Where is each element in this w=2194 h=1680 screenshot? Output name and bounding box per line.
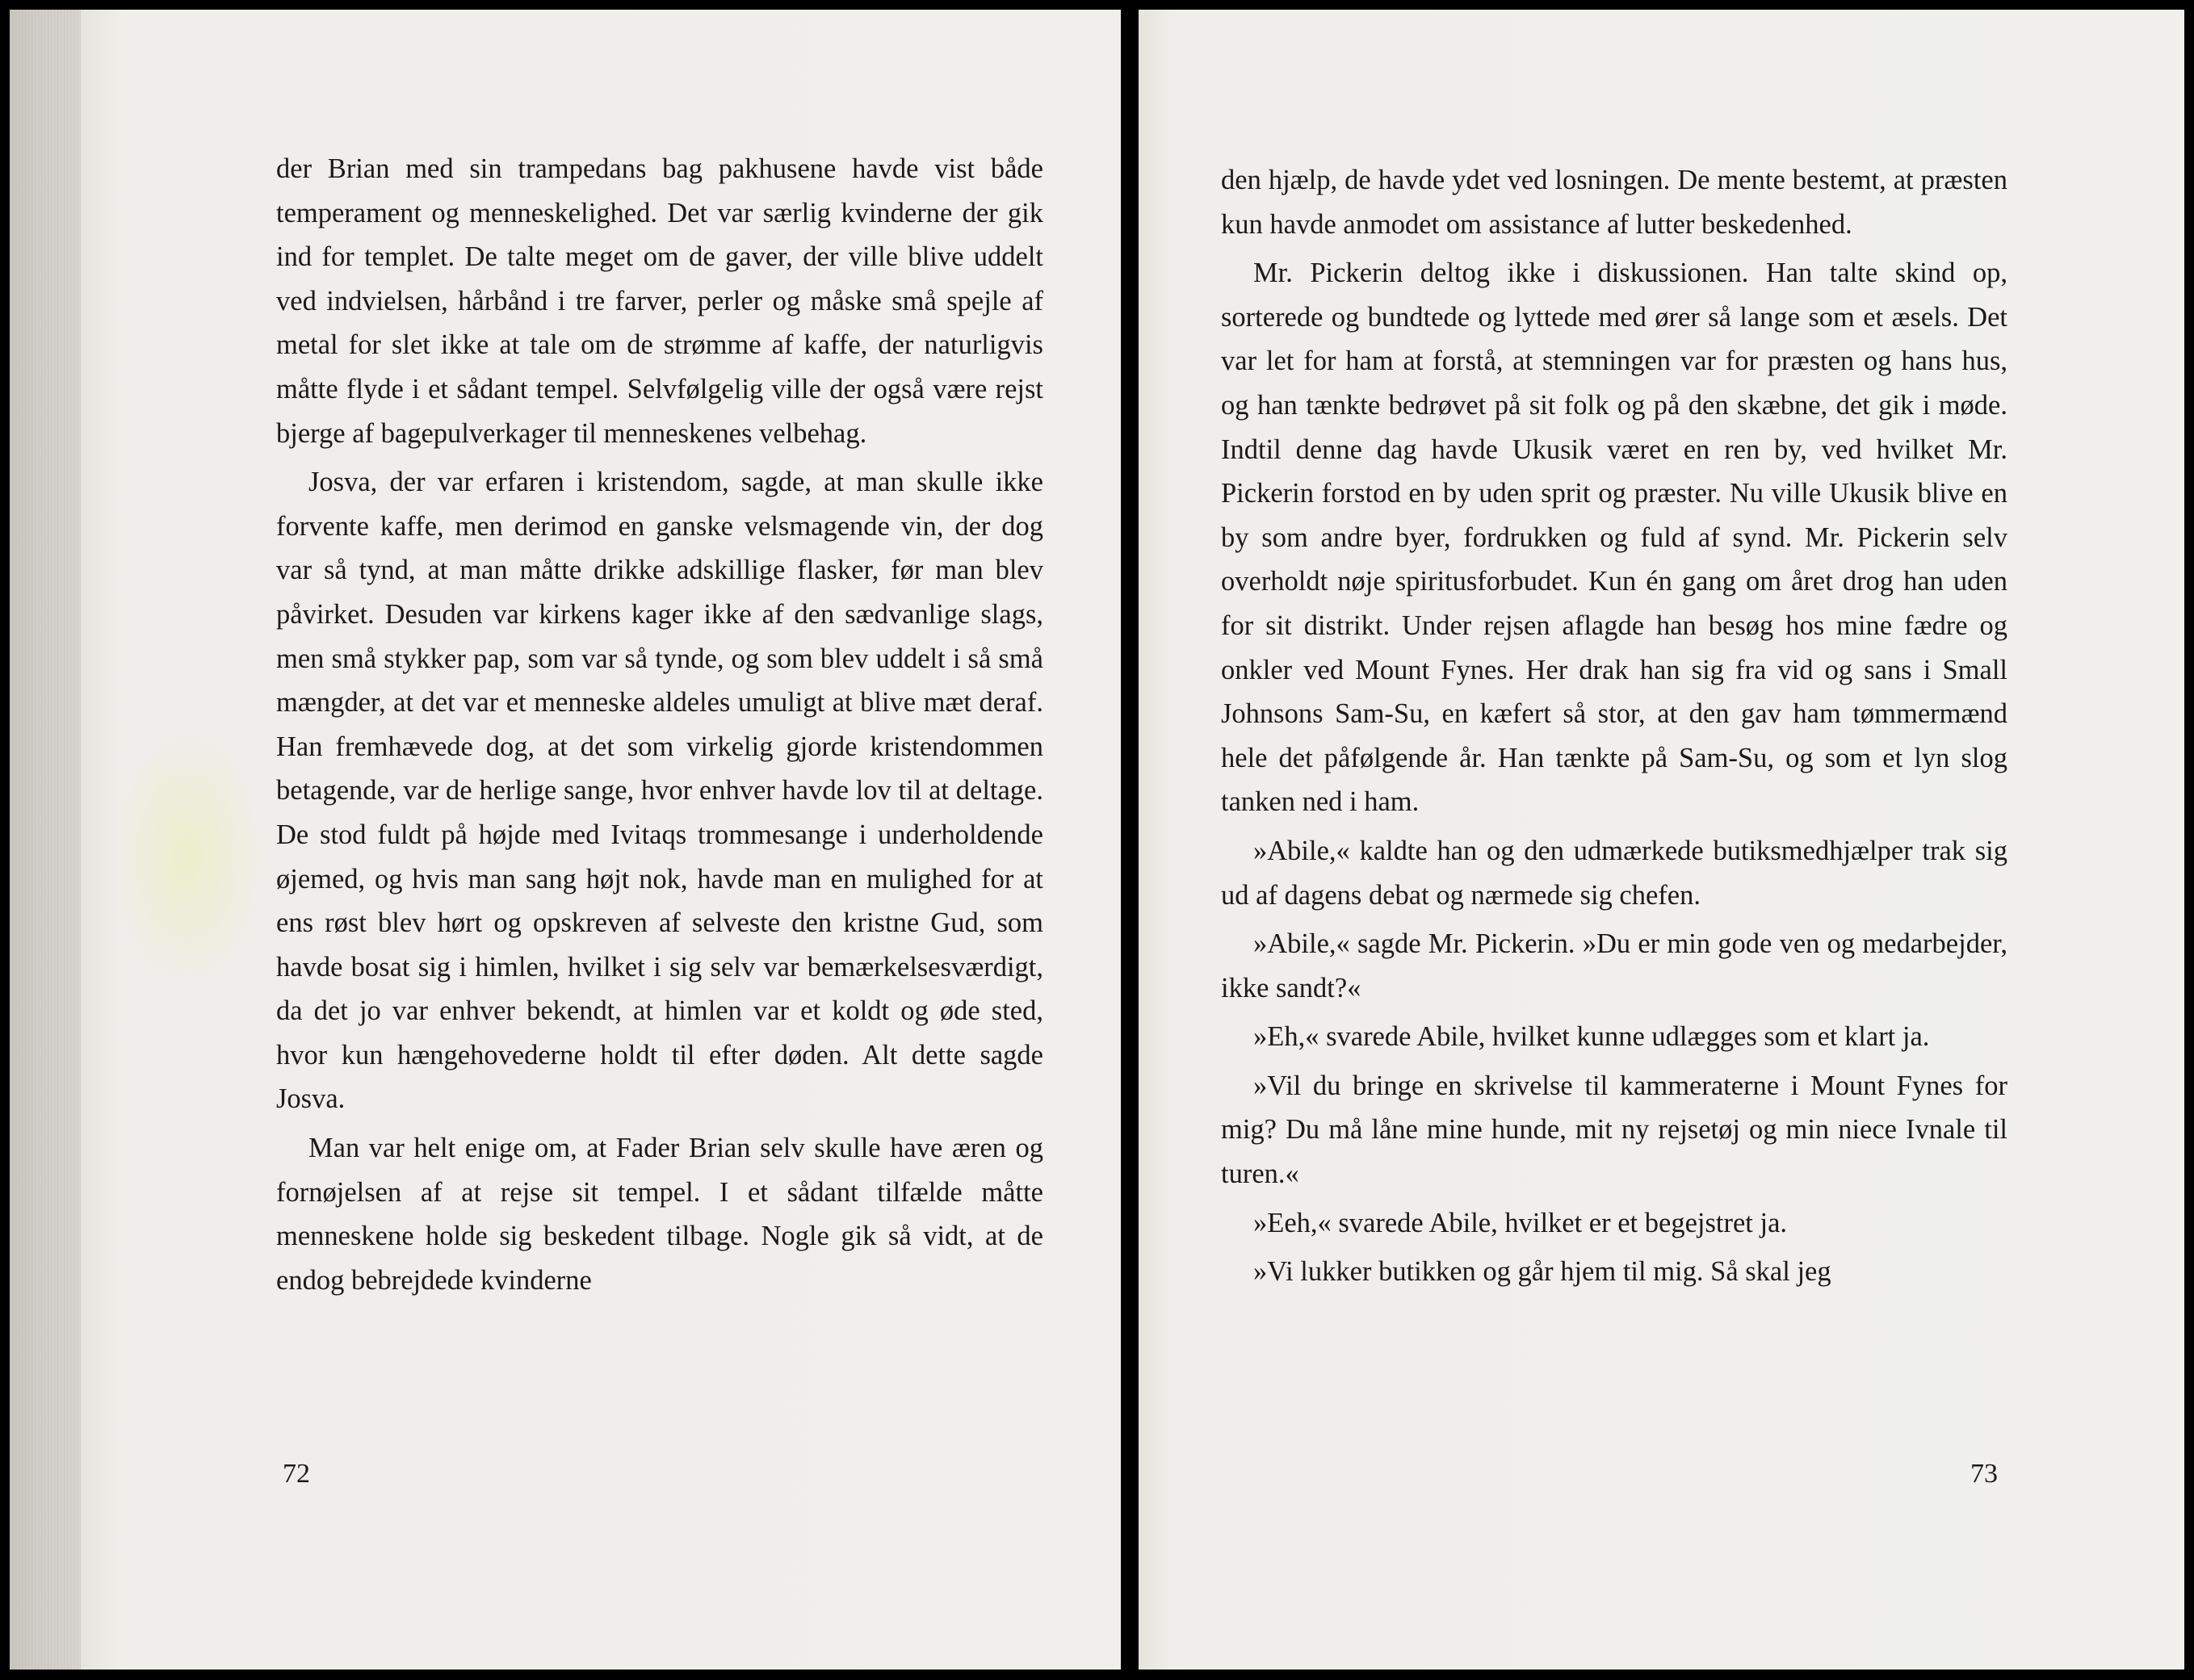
paragraph: Josva, der var erfaren i kristendom, sagde, at man skulle ikke forvente kaffe, men derimod en ganske velsmagende vin, der dog var så tynd, at man måtte drikke adskillige flasker, før man blev påvirket. Desuden var kirkens kager ikke af den sædvanlige slags, men små stykker pap, som var så tynde, og som blev uddelt i så små mængder, at det var et menneske aldeles umuligt at blive mæt deraf. Han fremhævede dog, at det som virkelig gjorde kristendommen betagende, var de herlige sange, hvor enhver havde lov til at deltage. De stod fuldt på højde med Ivitaqs trommesange i underholdende øjemed, og hvis man sang højt nok, havde man en mulighed for at ens røst blev hørt og opskreven af selveste den kristne Gud, som havde bosat sig i himlen, hvilket i sig selv var bemærkelsesværdigt, da det jo var enhver bekendt, at himlen var et koldt og øde sted, hvor kun hængehovederne holdt til efter døden. Alt dette sagde Josva.	[276, 467, 1043, 1115]
paragraph: »Abile,« kaldte han og den udmærkede butiksmedhjælper trak sig ud af dagens debat og nærmede sig chefen.	[1221, 835, 2007, 911]
paragraph: »Vil du bringe en skrivelse til kammeraterne i Mount Fynes for mig? Du må låne mine hunde, mit ny rejsetøj og min niece Ivnale til turen.«	[1221, 1070, 2007, 1190]
page-number: 72	[283, 1459, 310, 1489]
paragraph: »Eeh,« svarede Abile, hvilket er et begejstret ja.	[1253, 1207, 1788, 1238]
page-number: 73	[1970, 1459, 1998, 1489]
right-page-text	[1221, 158, 2007, 1294]
left-page	[10, 10, 1121, 1670]
paper-stain	[115, 736, 260, 978]
paragraph: »Eh,« svarede Abile, hvilket kunne udlægges som et klart ja.	[1253, 1021, 1930, 1053]
paragraph: den hjælp, de havde ydet ved losningen. De mente bestemt, at præsten kun havde anmodet om assistance af lutter beskedenhed.	[1221, 165, 2007, 240]
page-edges	[10, 10, 81, 1670]
right-page	[1139, 10, 2184, 1670]
paragraph: Man var helt enige om, at Fader Brian selv skulle have æren og fornøjelsen af at rejse sit tempel. I et sådant tilfælde måtte menneskene holde sig beskedent tilbage. Nogle gik så vidt, at de endog bebrejdede kvinderne	[276, 1133, 1043, 1296]
paragraph: »Abile,« sagde Mr. Pickerin. »Du er min gode ven og medarbejder, ikke sandt?«	[1221, 928, 2007, 1003]
left-page-text	[276, 147, 1043, 1302]
paragraph: Mr. Pickerin deltog ikke i diskussionen. Han talte skind op, sorterede og bundtede og lyttede med ører så lange som et æsels. Det var let for ham at forstå, at stemningen var for præsten og hans hus, og han tænkte bedrøvet på sit folk og på den skæbne, det gik i møde. Indtil denne dag havde Ukusik været en ren by, ved hvilket Mr. Pickerin forstod en by uden sprit og præster. Nu ville Ukusik blive en by som andre byer, fordrukken og fuld af synd. Mr. Pickerin selv overholdt nøje spiritusforbudet. Kun én gang om året drog han uden for sit distrikt. Under rejsen aflagde han besøg hos mine fædre og onkler ved Mount Fynes. Her drak han sig fra vid og sans i Small Johnsons Sam-Su, en kæfert så stor, at den gav ham tømmermænd hele det påfølgende år. Han tænkte på Sam-Su, og som et lyn slog tanken ned i ham.	[1221, 258, 2007, 818]
paragraph: »Vi lukker butikken og går hjem til mig. Så skal jeg	[1253, 1256, 1831, 1288]
paragraph: der Brian med sin trampedans bag pakhusene havde vist både temperament og menneskelighed. Det var særlig kvinderne der gik ind for templet. De talte meget om de gaver, der ville blive uddelt ved indvielsen, hårbånd i tre farver, perler og måske små spejle af metal for slet ikke at tale om de strømme af kaffe, der naturligvis måtte flyde i et sådant tempel. Selvfølgelig ville der også være rejst bjerge af bagepulverkager til menneskenes velbehag.	[276, 153, 1043, 449]
